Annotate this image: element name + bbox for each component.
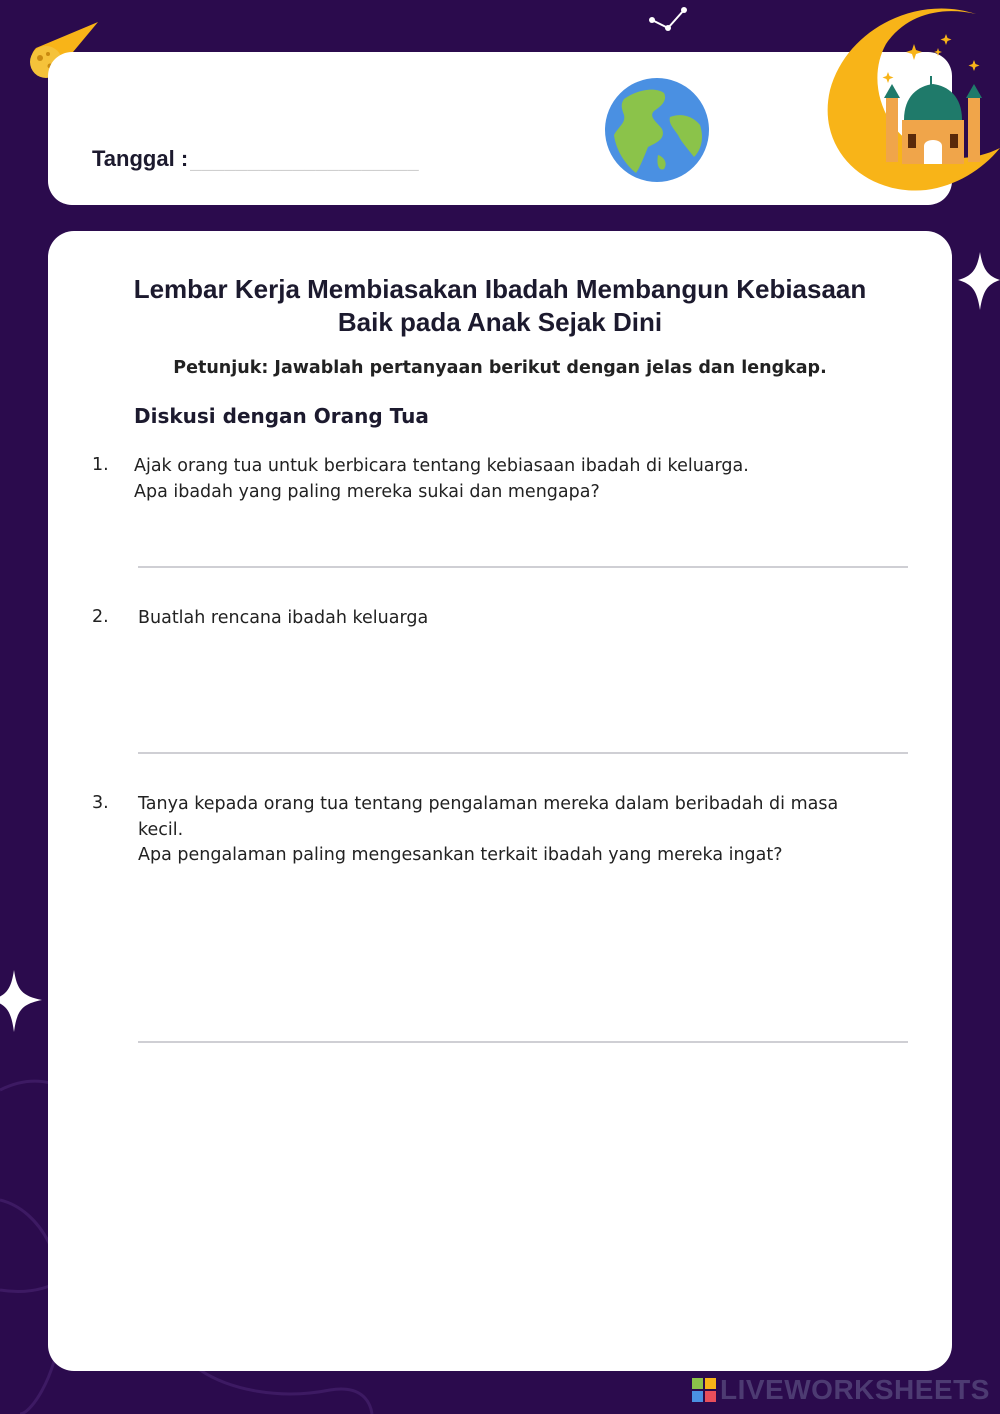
answer-line-1[interactable]	[138, 566, 908, 568]
answer-line-2[interactable]	[138, 752, 908, 754]
question-number-1: 1.	[92, 455, 109, 475]
question-text-2	[138, 606, 428, 632]
title-line-1: Lembar Kerja Membiasakan Ibadah Membangun Kebiasaan	[133, 274, 867, 304]
question-3-line-2: kecil.	[138, 819, 184, 840]
question-text-3	[138, 792, 838, 869]
header-card	[48, 52, 952, 205]
date-input-line[interactable]: ____________________	[190, 149, 419, 171]
answer-line-3[interactable]	[138, 1041, 908, 1043]
question-number-2: 2.	[92, 607, 109, 627]
constellation-icon	[640, 0, 700, 36]
question-text-1	[134, 454, 749, 505]
liveworksheets-brand[interactable]	[692, 1373, 990, 1407]
worksheet-card	[48, 231, 952, 1371]
instruction-text: Petunjuk: Jawablah pertanyaan berikut dengan jelas dan lengkap.	[173, 358, 827, 378]
question-1-line-2: Apa ibadah yang paling mereka sukai dan mengapa?	[134, 481, 600, 502]
liveworksheets-logo-icon	[692, 1378, 716, 1402]
title-line-2: Baik pada Anak Sejak Dini	[337, 307, 663, 337]
moon-mosque-icon	[826, 0, 1000, 192]
section-title: Diskusi dengan Orang Tua	[134, 404, 429, 428]
question-3-line-1: Tanya kepada orang tua tentang pengalaman mereka dalam beribadah di masa	[138, 794, 839, 814]
question-1-line-1: Ajak orang tua untuk berbicara tentang kebiasaan ibadah di keluarga.	[134, 456, 749, 476]
question-2-line-1: Buatlah rencana ibadah keluarga	[138, 608, 429, 628]
question-3-line-3: Apa pengalaman paling mengesankan terkait ibadah yang mereka ingat?	[138, 845, 783, 865]
globe-icon	[604, 77, 710, 183]
brand-text: LIVEWORKSHEETS	[720, 1374, 990, 1405]
date-label: Tanggal :	[92, 146, 189, 171]
worksheet-title	[48, 273, 952, 339]
question-number-3: 3.	[92, 793, 109, 813]
sparkle-icon	[958, 252, 1000, 310]
sparkle-icon	[0, 970, 42, 1032]
